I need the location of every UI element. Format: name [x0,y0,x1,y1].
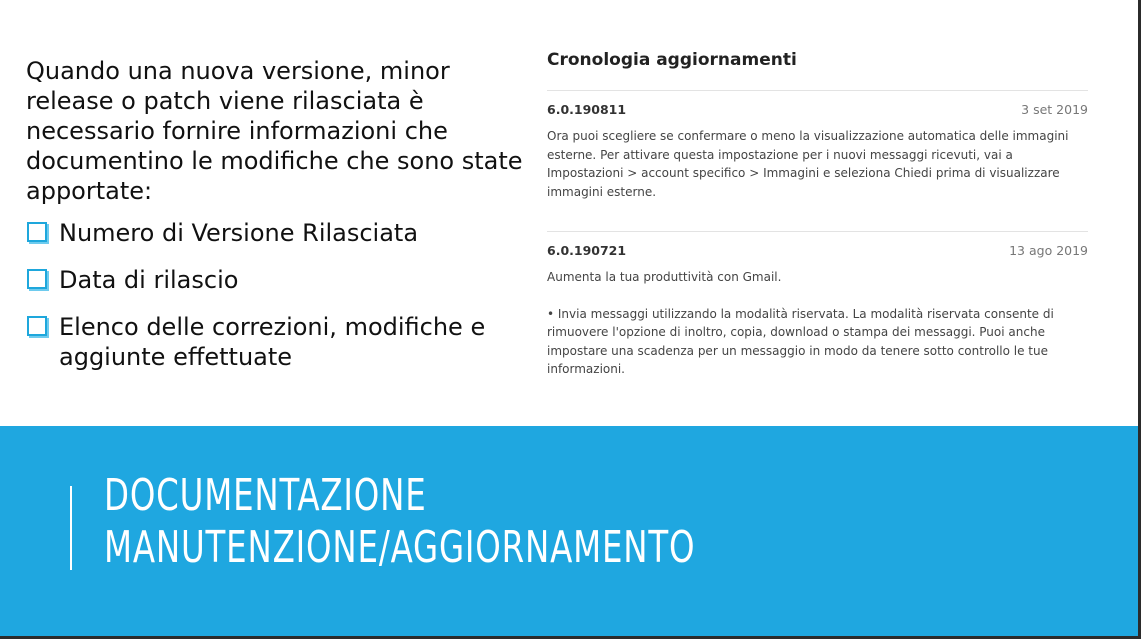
update-entry-header [547,101,1088,127]
title-banner [0,426,1138,636]
bullet-text: Numero di Versione Rilasciata [59,219,419,247]
checkbox-bullet-icon [27,269,47,289]
update-history-title: Cronologia aggiornamenti [547,50,797,70]
slide-title [104,470,695,574]
update-entry [547,231,1088,379]
update-entry [547,90,1088,201]
slide-title-line: MANUTENZIONE/AGGIORNAMENTO [104,522,696,573]
bullet-text: Elenco delle correzioni, modifiche e aggiunte effettuate [59,313,486,371]
bullet-item [26,312,526,372]
bullet-item [26,265,526,295]
version-number: 6.0.190811 [547,102,627,117]
intro-text: Quando una nuova versione, minor release o patch viene rilasciata è necessario fornire informazioni che documentino le modifiche che sono state apportate: [26,57,523,205]
update-description: Ora puoi scegliere se confermare o meno la visualizzazione automatica delle immagini esterne. Per attivare questa impostazione per i nuovi messaggi ricevuti, vai a Impostazioni > account specifico > Immagini e seleziona Chiedi prima di visualizzare immagini esterne. [547,129,1069,199]
update-history-panel [547,48,1088,379]
bullet-text: Data di rilascio [59,266,239,294]
checkbox-bullet-icon [27,316,47,336]
slide-title-line: DOCUMENTAZIONE [104,470,427,521]
release-date: 3 set 2019 [1021,102,1088,117]
banner-divider [70,486,72,570]
checkbox-bullet-icon [27,222,47,242]
update-entry-header [547,242,1088,268]
version-number: 6.0.190721 [547,243,627,258]
bullet-list [26,218,526,389]
update-description: • Invia messaggi utilizzando la modalità riservata. La modalità riservata consente di rimuovere l'opzione di inoltro, copia, download o stampa dei messaggi. Puoi anche impostare una scadenza per un messaggio in modo da tenere sotto controllo le tue informazioni. [547,306,1054,376]
bullet-item [26,218,526,248]
release-date: 13 ago 2019 [1009,243,1088,258]
update-description: Aumenta la tua produttività con Gmail. [547,270,782,284]
